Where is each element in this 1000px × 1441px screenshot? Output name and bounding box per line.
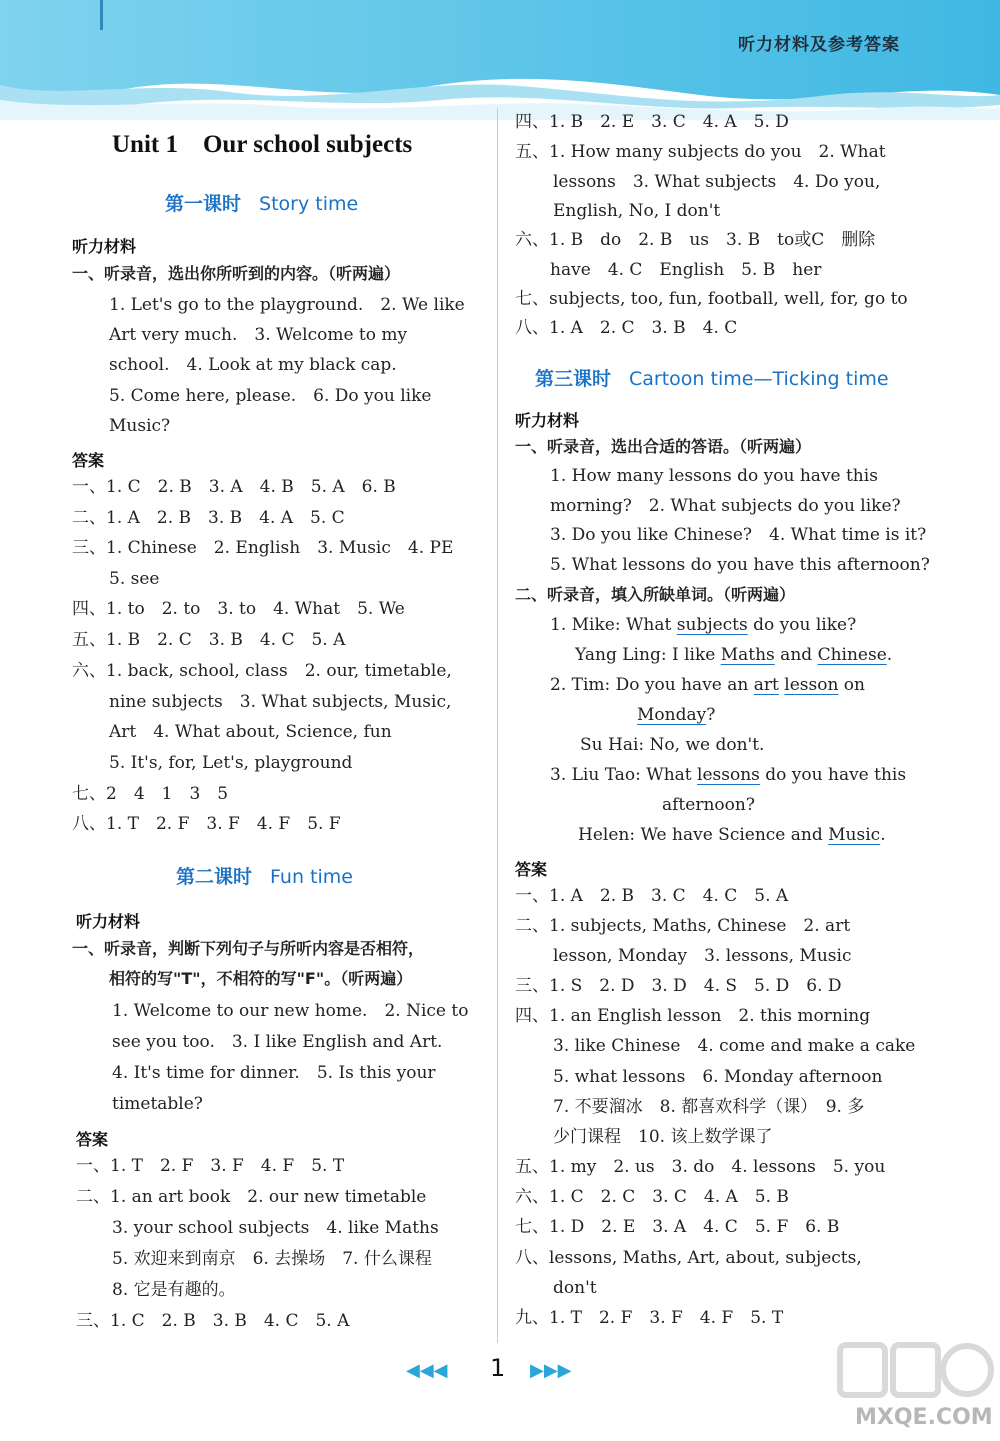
unit-title: Unit 1 Our school subjects — [112, 131, 413, 158]
answer-line: 5. see — [109, 569, 160, 589]
question-line: 二、听录音，填入所缺单词。（听两遍） — [515, 585, 796, 604]
text-line: 5. Come here, please. 6. Do you like — [109, 386, 432, 406]
lesson-heading-en: Cartoon time—Ticking time — [629, 368, 889, 390]
answer-line: 八、lessons, Maths, Art, about, subjects, — [515, 1248, 862, 1268]
text-line: 3. Do you like Chinese? 4. What time is it? — [550, 525, 927, 545]
question-line: 一、听录音，判断下列句子与所听内容是否相符， — [72, 939, 425, 958]
lesson-heading-1 — [165, 189, 358, 216]
answer-line: 3. like Chinese 4. come and make a cake — [553, 1036, 916, 1056]
text-line: 1. Let's go to the playground. 2. We like — [109, 295, 465, 315]
section-listening: 听力材料 — [76, 912, 141, 931]
text-line: 4. It's time for dinner. 5. Is this your — [112, 1063, 436, 1083]
answer-line: 5. what lessons 6. Monday afternoon — [553, 1067, 883, 1087]
filled-blank: Monday — [637, 705, 707, 725]
answer-line: 六、1. back, school, class 2. our, timetable, — [72, 661, 452, 681]
text-line: see you too. 3. I like English and Art. — [112, 1032, 443, 1052]
answer-line: 七、subjects, too, fun, football, well, for, go to — [515, 289, 908, 309]
answer-line: 七、2 4 1 3 5 — [72, 784, 229, 804]
dialog-line: 3. Liu Tao: What lessons do you have this — [550, 765, 907, 785]
text-line: 5. What lessons do you have this afternoon? — [550, 555, 930, 575]
filled-blank: Chinese — [817, 645, 887, 665]
lesson-heading-2 — [176, 862, 353, 889]
answer-line: 七、1. D 2. E 3. A 4. C 5. F 6. B — [515, 1217, 840, 1237]
answer-line: 少门课程 10. 该上数学课了 — [553, 1127, 773, 1147]
answer-line: lesson, Monday 3. lessons, Music — [553, 946, 852, 966]
answer-line: 一、1. A 2. B 3. C 4. C 5. A — [515, 886, 789, 906]
text-line: timetable? — [112, 1094, 203, 1114]
lesson-heading-cn: 第三课时 — [535, 368, 612, 390]
answer-line: 5. It's, for, Let's, playground — [109, 753, 353, 773]
dialog-line: afternoon? — [662, 795, 755, 815]
answer-line: 五、1. B 2. C 3. B 4. C 5. A — [72, 630, 346, 650]
next-arrows-icon: ▶▶▶ — [530, 1360, 572, 1381]
filled-blank: lesson — [784, 675, 839, 695]
answer-line: 五、1. my 2. us 3. do 4. lessons 5. you — [515, 1157, 886, 1177]
answer-line: 四、1. B 2. E 3. C 4. A 5. D — [515, 112, 789, 132]
header-banner — [0, 0, 1000, 120]
dialog-line: 2. Tim: Do you have an art lesson on — [550, 675, 865, 695]
prev-arrows-icon: ◀◀◀ — [406, 1360, 448, 1381]
answer-line: 二、1. subjects, Maths, Chinese 2. art — [515, 916, 851, 936]
answer-line: 二、1. an art book 2. our new timetable — [76, 1187, 427, 1207]
lesson-heading-en: Story time — [259, 193, 359, 215]
dialog-line: Helen: We have Science and Music. — [578, 825, 886, 845]
dialog-line: Monday? — [637, 705, 716, 725]
answer-line: 三、1. C 2. B 3. B 4. C 5. A — [76, 1311, 350, 1331]
section-listening: 听力材料 — [72, 237, 137, 256]
text-line: morning? 2. What subjects do you like? — [550, 496, 901, 516]
text-line: Music? — [109, 416, 171, 436]
answer-line: don't — [553, 1278, 597, 1298]
answer-line: 九、1. T 2. F 3. F 4. F 5. T — [515, 1308, 784, 1328]
dialog-line: Yang Ling: I like Maths and Chinese. — [575, 645, 893, 665]
answer-line: 5. 欢迎来到南京 6. 去操场 7. 什么课程 — [112, 1249, 432, 1269]
answer-line: 二、1. A 2. B 3. B 4. A 5. C — [72, 508, 345, 528]
text-line: Art very much. 3. Welcome to my — [109, 325, 408, 345]
column-divider — [497, 108, 498, 1343]
text-line: 1. How many lessons do you have this — [550, 466, 878, 486]
filled-blank: lessons — [697, 765, 760, 785]
answer-line: 四、1. an English lesson 2. this morning — [515, 1006, 871, 1026]
section-listening: 听力材料 — [515, 411, 580, 430]
answer-line: 三、1. Chinese 2. English 3. Music 4. PE — [72, 538, 454, 558]
text-line: school. 4. Look at my black cap. — [109, 355, 397, 375]
answer-line: 一、1. C 2. B 3. A 4. B 5. A 6. B — [72, 477, 396, 497]
section-answers: 答案 — [72, 451, 105, 470]
answer-line: lessons 3. What subjects 4. Do you, — [553, 172, 881, 192]
answer-line: 一、1. T 2. F 3. F 4. F 5. T — [76, 1156, 345, 1176]
filled-blank: Music — [828, 825, 881, 845]
lesson-heading-cn: 第二课时 — [176, 866, 253, 888]
answer-line: 八、1. A 2. C 3. B 4. C — [515, 318, 738, 338]
dialog-line: 1. Mike: What subjects do you like? — [550, 615, 857, 635]
answer-line: Art 4. What about, Science, fun — [109, 722, 392, 742]
answer-line: 7. 不要溜冰 8. 都喜欢科学（课） 9. 多 — [553, 1097, 865, 1117]
section-answers: 答案 — [515, 860, 548, 879]
answer-line: 三、1. S 2. D 3. D 4. S 5. D 6. D — [515, 976, 842, 996]
question-line: 相符的写"T"，不相符的写"F"。（听两遍） — [109, 969, 413, 988]
section-answers: 答案 — [76, 1130, 109, 1149]
page-number: 1 — [490, 1354, 506, 1382]
lesson-heading-cn: 第一课时 — [165, 193, 242, 215]
answer-line: nine subjects 3. What subjects, Music, — [109, 692, 452, 712]
answer-line: 四、1. to 2. to 3. to 4. What 5. We — [72, 599, 405, 619]
question-line: 一、听录音，选出你所听到的内容。（听两遍） — [72, 264, 401, 283]
dialog-line: Su Hai: No, we don't. — [580, 735, 765, 755]
answer-line: 八、1. T 2. F 3. F 4. F 5. F — [72, 814, 341, 834]
header-title: 听力材料及参考答案 — [738, 35, 900, 55]
watermark-text: MXQE.COM — [855, 1405, 993, 1430]
page-number-bar — [400, 1356, 600, 1386]
filled-blank: subjects — [676, 615, 748, 635]
answer-line: 六、1. B do 2. B us 3. B to或C 删除 — [515, 230, 876, 250]
filled-blank: Maths — [720, 645, 775, 665]
text-line: 1. Welcome to our new home. 2. Nice to — [112, 1001, 469, 1021]
filled-blank: art — [753, 675, 779, 695]
answer-line: 五、1. How many subjects do you 2. What — [515, 142, 886, 162]
answer-line: 3. your school subjects 4. like Maths — [112, 1218, 439, 1238]
lesson-heading-3 — [535, 364, 889, 391]
lesson-heading-en: Fun time — [270, 866, 353, 888]
answer-line: 六、1. C 2. C 3. C 4. A 5. B — [515, 1187, 789, 1207]
answer-line: 8. 它是有趣的。 — [112, 1280, 236, 1300]
answer-line: English, No, I don't — [553, 201, 721, 221]
question-line: 一、听录音，选出合适的答语。（听两遍） — [515, 437, 812, 456]
answer-line: have 4. C English 5. B her — [550, 260, 822, 280]
